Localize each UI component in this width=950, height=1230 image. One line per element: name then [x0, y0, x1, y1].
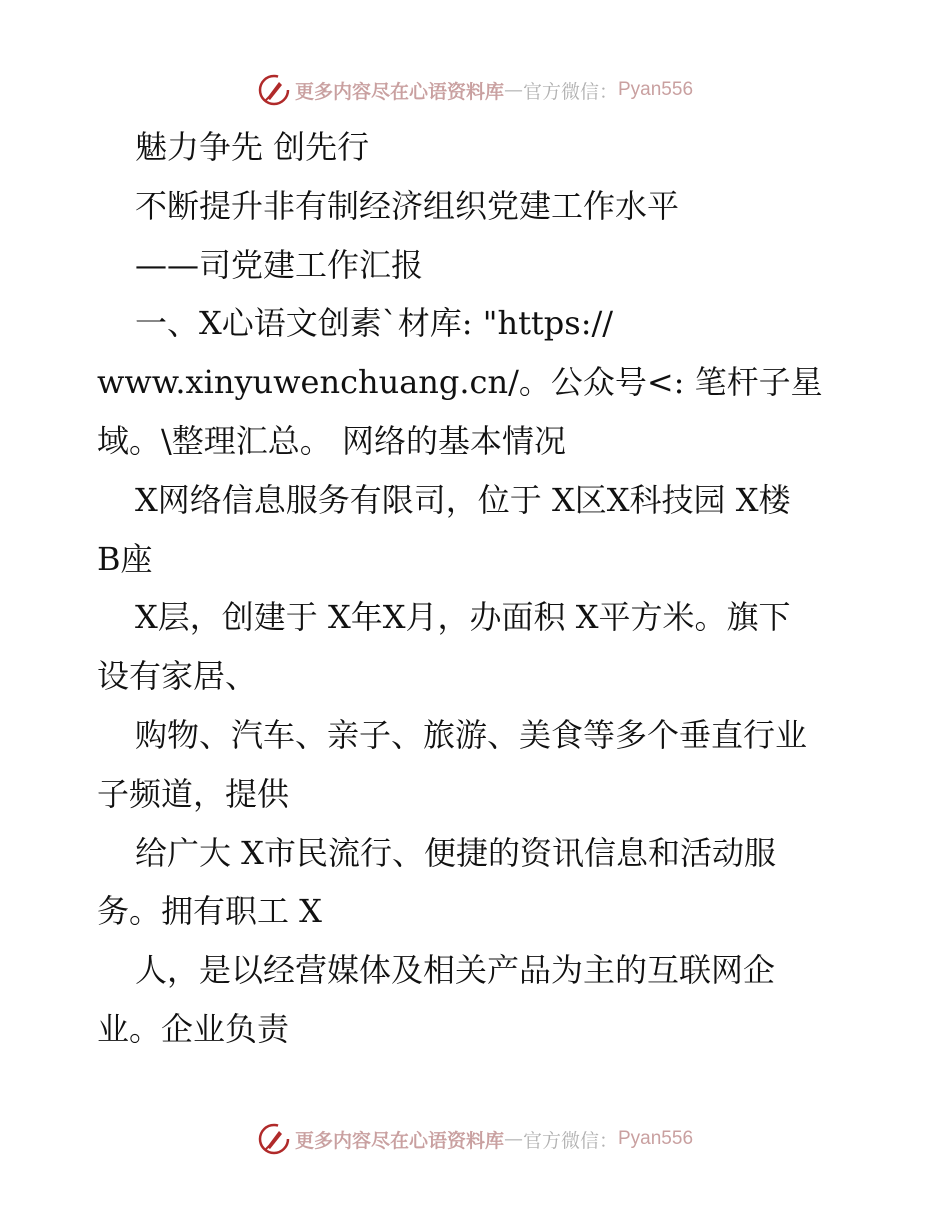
doc-line: X网络信息服务有限司，位于 X区X科技园 X楼 [135, 480, 791, 519]
wechat-label: 官方微信： [522, 80, 618, 103]
watermark-text: 更多内容尽在心语资料库 [294, 1129, 504, 1152]
wechat-id: Pyan556 [618, 79, 694, 100]
quill-seal-icon [257, 1122, 291, 1156]
doc-line: ——司党建工作汇报 [135, 245, 424, 284]
footer-watermark [0, 1119, 950, 1159]
header-watermark [0, 70, 950, 110]
doc-line: 魅力争先 创先行 [135, 128, 370, 166]
doc-line: 业。企业负责 [97, 1009, 290, 1048]
doc-line: 域。\整理汇总。 网络的基本情况 [97, 421, 566, 460]
wechat-id: Pyan556 [618, 1128, 694, 1149]
doc-line: 一、X心语文创素`材库: "https:// [135, 304, 614, 343]
doc-line: 不断提升非有制经济组织党建工作水平 [135, 186, 680, 225]
watermark-text: 更多内容尽在心语资料库 [294, 80, 504, 103]
doc-line: 人，是以经营媒体及相关产品为主的互联网企 [135, 951, 776, 990]
doc-line: 子频道，提供 [97, 774, 290, 813]
watermark-dash: — [503, 1128, 523, 1150]
doc-line: X层，创建于 X年X月，办面积 X平方米。旗下 [135, 598, 791, 637]
quill-seal-icon [257, 73, 291, 107]
doc-line: 务。拥有职工 X [97, 892, 322, 931]
doc-line: 设有家居、 [97, 657, 258, 696]
doc-line: 给广大 X市民流行、便捷的资讯信息和活动服 [135, 833, 776, 872]
watermark-dash: — [503, 79, 523, 101]
wechat-label: 官方微信： [522, 1129, 618, 1152]
doc-line: www.xinyuwenchuang.cn/。公众号<: 笔杆子星 [97, 363, 823, 402]
doc-line: 购物、汽车、亲子、旅游、美食等多个垂直行业 [135, 715, 808, 754]
document-body [97, 118, 857, 1059]
doc-line: B座 [97, 539, 153, 578]
